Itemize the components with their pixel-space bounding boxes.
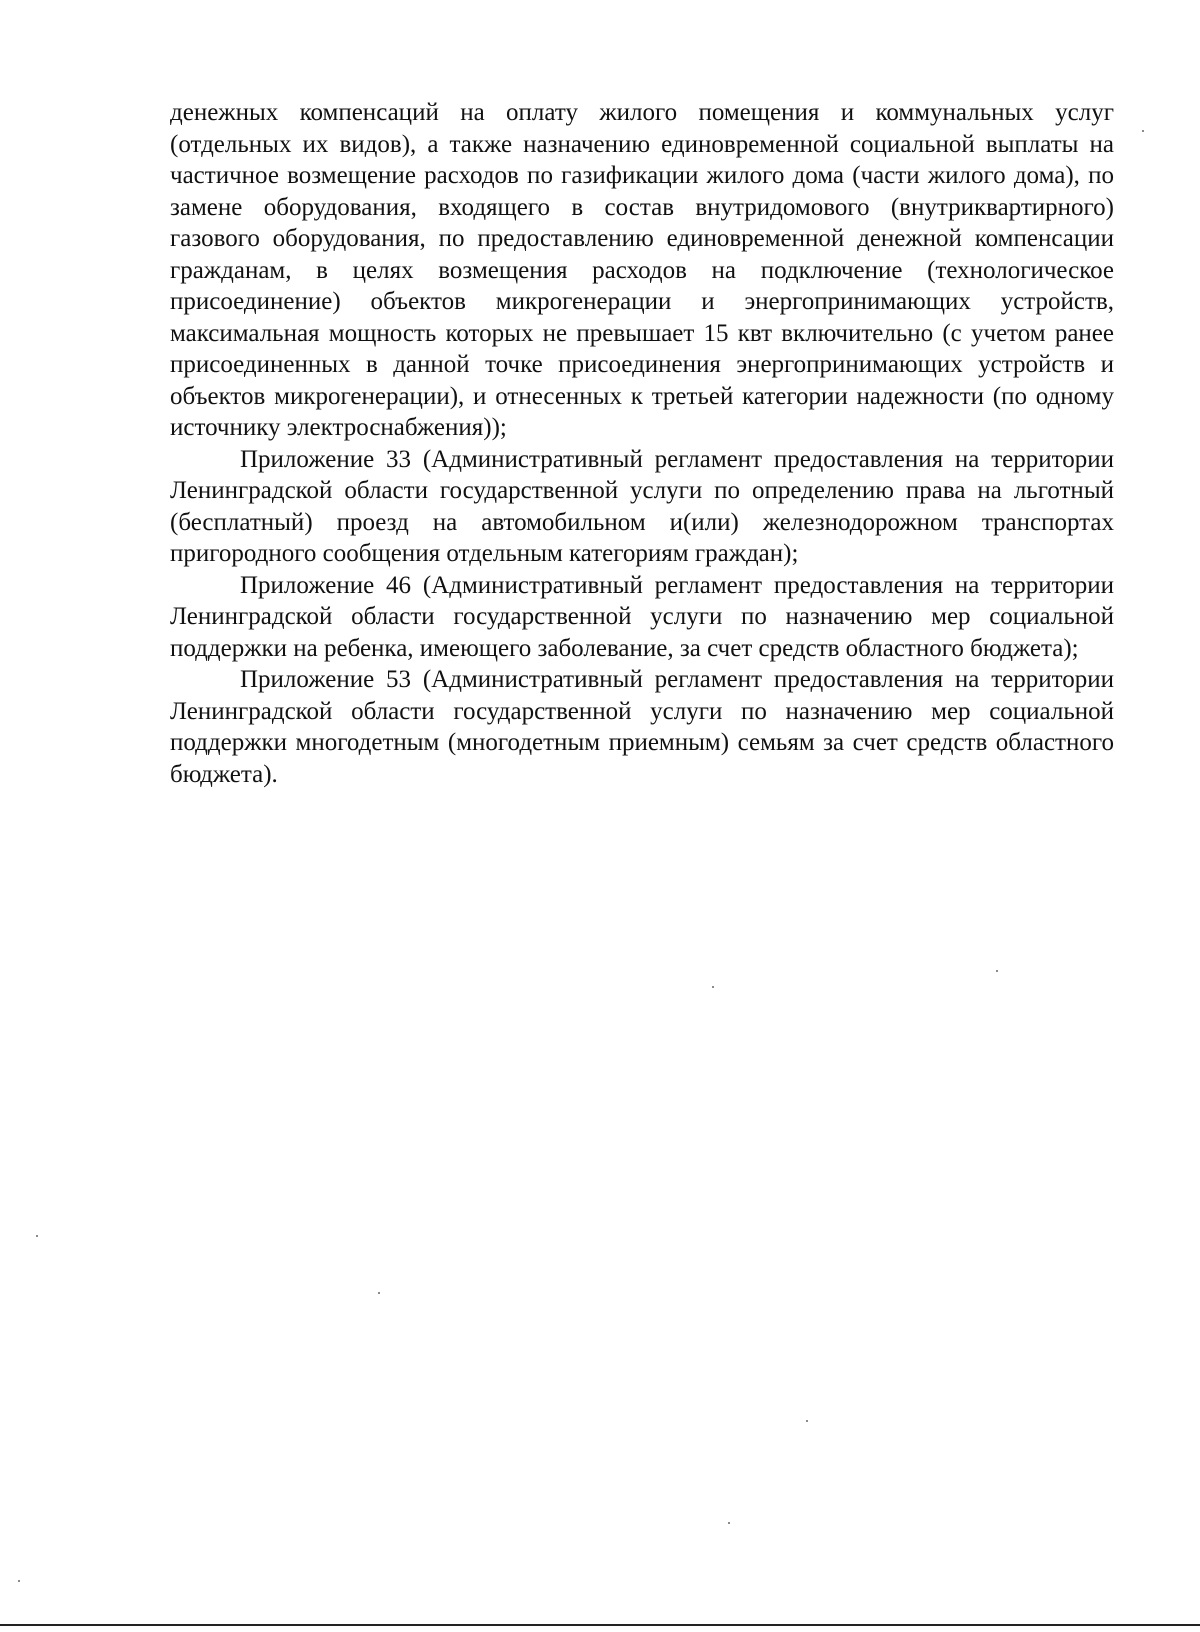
scan-bottom-edge	[0, 1624, 1200, 1626]
paragraph-appendix-53: Приложение 53 (Административный регламент предоставления на территории Ленинградской области государственной услуги по назначению мер социальной поддержки многодетным (многодетным приемным) семьям за счет средств областного бюджета).	[170, 666, 1114, 788]
scan-speck	[378, 1292, 380, 1294]
paragraph-continuation: денежных компенсаций на оплату жилого помещения и коммунальных услуг (отдельных их видов), а также назначению единовременной социальной выплаты на частичное возмещение расходов по газификации жилого дома (части жилого дома), по замене оборудования, входящего в состав внутридомового (внутриквартирного) газового оборудования, по предоставлению единовременной денежной компенсации гражданам, в целях возмещения расходов на подключение (технологическое присоединение) объектов микрогенерации и энергопринимающих устройств, максимальная мощность которых не превышает 15 квт включительно (с учетом ранее присоединенных в данной точке присоединения энергопринимающих устройств и объектов микрогенерации), и отнесенных к третьей категории надежности (по одному источнику электроснабжения));	[170, 99, 1114, 441]
scan-speck	[36, 1235, 38, 1237]
scan-speck	[996, 970, 998, 972]
scan-speck	[1142, 130, 1144, 132]
scan-speck	[806, 1420, 808, 1422]
scan-speck	[712, 986, 714, 988]
scan-speck	[728, 1522, 730, 1524]
document-body	[170, 97, 1114, 790]
scan-speck	[18, 1580, 20, 1582]
paragraph-appendix-46: Приложение 46 (Административный регламент предоставления на территории Ленинградской области государственной услуги по назначению мер социальной поддержки на ребенка, имеющего заболевание, за счет средств областного бюджета);	[170, 571, 1114, 662]
paragraph-appendix-33: Приложение 33 (Административный регламент предоставления на территории Ленинградской области государственной услуги по определению права на льготный (бесплатный) проезд на автомобильном и(или) железнодорожном транспортах пригородного сообщения отдельным категориям граждан);	[170, 445, 1114, 567]
